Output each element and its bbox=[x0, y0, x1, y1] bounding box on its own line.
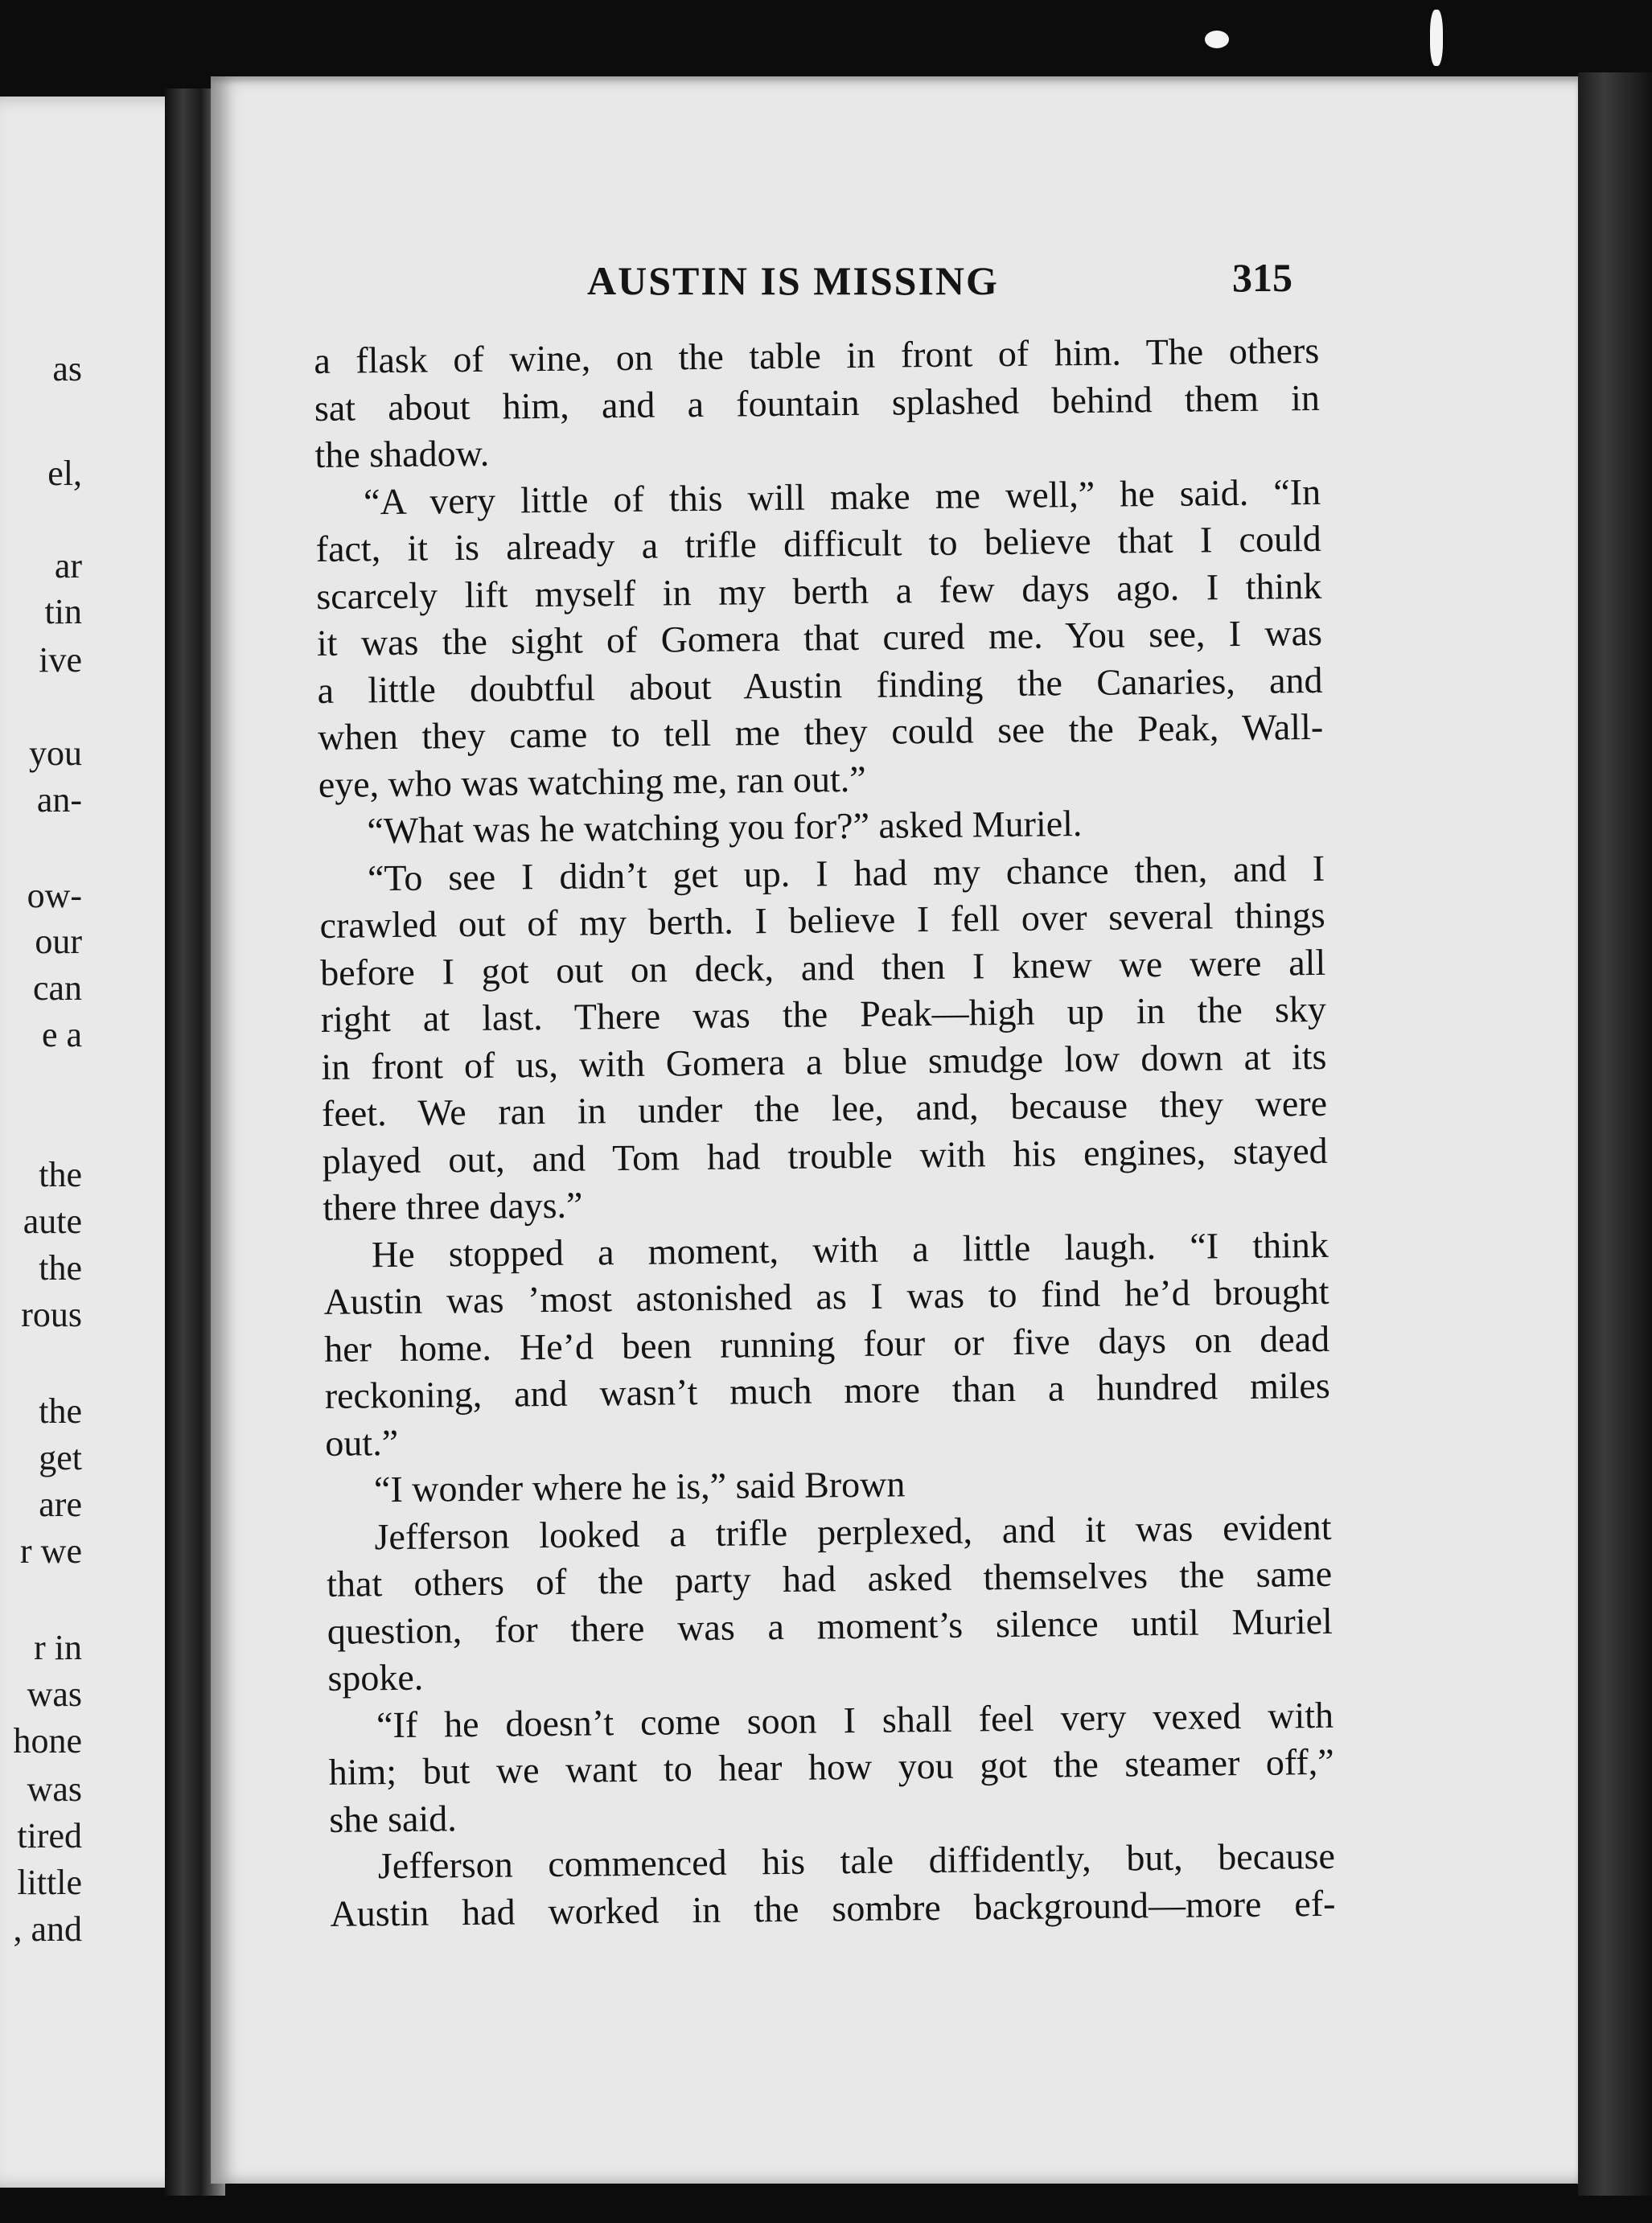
text-line: “A very little of this will make me well,” he said. “In bbox=[363, 470, 1321, 522]
text-line: “To see I didn’t get up. I had my chance then, and I bbox=[367, 847, 1325, 898]
fragment-line: aute bbox=[23, 1202, 82, 1241]
fragment-line: an- bbox=[36, 780, 82, 820]
text-line: in front of us, with Gomera a blue smudge low down at its bbox=[321, 1035, 1327, 1087]
text-line: fact, it is already a trifle difficult to believe that I could bbox=[315, 517, 1321, 569]
text-line: that others of the party had asked themselves the same bbox=[326, 1552, 1333, 1605]
fragment-line: can bbox=[32, 968, 82, 1008]
text-line: played out, and Tom had trouble with his engines, stayed bbox=[322, 1129, 1328, 1181]
page-body-text bbox=[314, 327, 1336, 1937]
fragment-line: r in bbox=[34, 1628, 82, 1667]
text-line: there three days.” bbox=[323, 1184, 583, 1228]
text-line: eye, who was watching me, ran out.” bbox=[318, 758, 866, 805]
text-line: out.” bbox=[325, 1421, 399, 1464]
text-line: a little doubtful about Austin finding the Canaries, and bbox=[317, 659, 1323, 711]
fragment-line: ow- bbox=[27, 876, 82, 915]
text-line: “If he doesn’t come soon I shall feel very vexed with bbox=[376, 1694, 1334, 1745]
text-line: scarcely lift myself in my berth a few days ago. I think bbox=[316, 565, 1322, 617]
text-line: it was the sight of Gomera that cured me. You see, I was bbox=[316, 611, 1323, 664]
fragment-line: the bbox=[39, 1391, 82, 1431]
text-line: Jefferson commenced his tale diffidently, but, because bbox=[377, 1835, 1336, 1887]
fragment-line: as bbox=[52, 349, 82, 388]
scan-speck bbox=[1430, 10, 1443, 66]
text-line: He stopped a moment, with a little laugh. “I think bbox=[371, 1223, 1329, 1275]
fragment-line: tired bbox=[17, 1816, 82, 1855]
text-line: a flask of wine, on the table in front of him. The others bbox=[314, 329, 1320, 381]
text-line: her home. He’d been running four or five days on dead bbox=[323, 1317, 1330, 1370]
text-line: “What was he watching you for?” asked Muriel. bbox=[367, 803, 1083, 852]
text-line: sat about him, and a fountain splashed behind them in bbox=[314, 376, 1321, 429]
text-line: Austin had worked in the sombre background—more ef- bbox=[330, 1882, 1336, 1934]
running-header-title: AUSTIN IS MISSING bbox=[587, 258, 999, 303]
page-right-edge bbox=[1578, 72, 1652, 2196]
fragment-line: ive bbox=[39, 640, 82, 680]
text-line: question, for there was a moment’s silence until Muriel bbox=[327, 1600, 1334, 1652]
fragment-line: tin bbox=[44, 592, 82, 631]
fragment-line: get bbox=[39, 1438, 82, 1477]
text-line: the shadow. bbox=[314, 432, 490, 475]
fragment-line: , and bbox=[13, 1909, 82, 1949]
text-line: she said. bbox=[329, 1797, 457, 1840]
fragment-line: little bbox=[17, 1863, 82, 1902]
fragment-line: r we bbox=[20, 1531, 82, 1571]
fragment-line: ar bbox=[54, 546, 82, 586]
text-line: “I wonder where he is,” said Brown bbox=[373, 1463, 906, 1510]
text-line: him; but we want to hear how you got the steamer off,” bbox=[328, 1740, 1334, 1793]
fragment-line: are bbox=[39, 1485, 82, 1524]
page-number: 315 bbox=[1232, 255, 1292, 300]
fragment-line: e a bbox=[41, 1015, 82, 1054]
text-line: feet. We ran in under the lee, and, because they were bbox=[321, 1082, 1328, 1134]
fragment-line: was bbox=[27, 1674, 82, 1714]
fragment-line: el, bbox=[47, 454, 82, 493]
text-line: Austin was ’most astonished as I was to find he’d brought bbox=[323, 1270, 1329, 1322]
fragment-line: was bbox=[27, 1769, 82, 1809]
fragment-line: the bbox=[39, 1155, 82, 1194]
fragment-line: rous bbox=[21, 1295, 82, 1334]
text-line: Jefferson looked a trifle perplexed, and it was evident bbox=[374, 1506, 1332, 1557]
text-line: when they came to tell me they could see the Peak, Wall- bbox=[317, 705, 1324, 758]
text-line: before I got out on deck, and then I knew we were all bbox=[319, 941, 1326, 993]
text-line: spoke. bbox=[327, 1656, 424, 1699]
fragment-line: hone bbox=[13, 1721, 82, 1761]
text-line: right at last. There was the Peak—high up in the sky bbox=[320, 988, 1327, 1040]
fragment-line: you bbox=[29, 733, 82, 773]
scan-speck bbox=[1205, 31, 1229, 48]
fragment-line: the bbox=[39, 1248, 82, 1288]
text-line: reckoning, and wasn’t much more than a hundred miles bbox=[324, 1364, 1330, 1416]
text-line: crawled out of my berth. I believe I fell over several things bbox=[319, 894, 1325, 946]
fragment-line: our bbox=[35, 922, 82, 961]
